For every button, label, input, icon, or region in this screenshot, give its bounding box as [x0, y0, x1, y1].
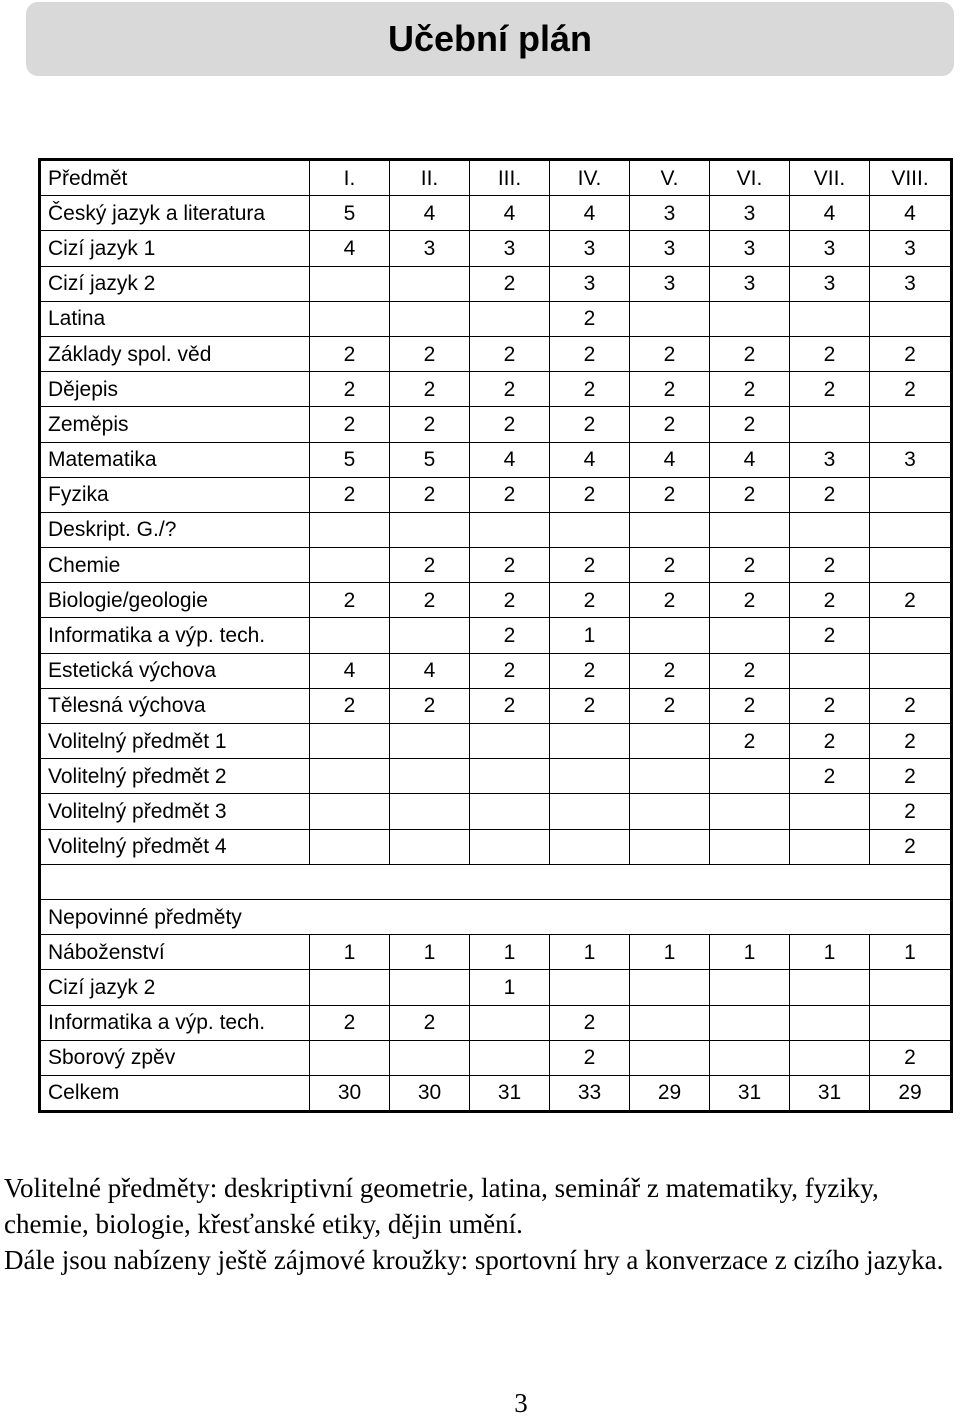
page-number: 3 — [514, 1388, 528, 1418]
hours-cell — [790, 864, 870, 899]
table-row — [40, 442, 952, 477]
hours-cell — [790, 301, 870, 336]
hours-cell: 2 — [390, 372, 470, 407]
hours-cell: 2 — [790, 759, 870, 794]
hours-cell: 2 — [550, 336, 630, 371]
hours-cell: 2 — [390, 548, 470, 583]
hours-cell: 1 — [310, 935, 390, 970]
table-row — [40, 266, 952, 301]
hours-cell: 1 — [710, 935, 790, 970]
hours-cell: 2 — [310, 407, 390, 442]
hours-cell: 2 — [470, 407, 550, 442]
notes — [4, 1170, 944, 1278]
hours-cell: 2 — [550, 301, 630, 336]
hours-cell: 2 — [790, 583, 870, 618]
hours-cell: 2 — [790, 548, 870, 583]
hours-cell: 31 — [470, 1075, 550, 1111]
table-row — [40, 477, 952, 512]
hours-cell: 29 — [630, 1075, 710, 1111]
hours-cell: 2 — [790, 336, 870, 371]
hours-cell: 2 — [630, 336, 710, 371]
hours-cell — [710, 864, 790, 899]
hours-cell: 2 — [710, 688, 790, 723]
hours-cell: 30 — [390, 1075, 470, 1111]
hours-cell: 4 — [390, 196, 470, 231]
hours-cell: 1 — [470, 970, 550, 1005]
hours-cell: 2 — [550, 407, 630, 442]
table-header-row — [40, 160, 952, 196]
subject-cell: Biologie/geologie — [40, 583, 310, 618]
hours-cell: 2 — [790, 372, 870, 407]
hours-cell — [870, 407, 952, 442]
hours-cell: 1 — [470, 935, 550, 970]
header-year-cell: IV. — [550, 160, 630, 196]
hours-cell: 2 — [550, 477, 630, 512]
hours-cell — [870, 899, 952, 934]
table-row — [40, 336, 952, 371]
table-row — [40, 548, 952, 583]
hours-cell — [310, 724, 390, 759]
hours-cell: 3 — [790, 231, 870, 266]
hours-cell — [550, 970, 630, 1005]
table-row — [40, 935, 952, 970]
hours-cell — [870, 618, 952, 653]
hours-cell: 4 — [870, 196, 952, 231]
hours-cell — [310, 512, 390, 547]
hours-cell — [630, 1040, 710, 1075]
hours-cell — [310, 301, 390, 336]
subject-cell: Cizí jazyk 2 — [40, 970, 310, 1005]
subject-cell — [40, 864, 310, 899]
hours-cell: 31 — [790, 1075, 870, 1111]
hours-cell — [630, 899, 710, 934]
hours-cell: 29 — [870, 1075, 952, 1111]
hours-cell — [470, 724, 550, 759]
hours-cell — [790, 794, 870, 829]
hours-cell — [710, 512, 790, 547]
hours-cell: 2 — [390, 688, 470, 723]
hours-cell — [390, 864, 470, 899]
hours-cell: 2 — [390, 477, 470, 512]
hours-cell: 2 — [470, 548, 550, 583]
hours-cell — [710, 618, 790, 653]
hours-cell: 2 — [630, 653, 710, 688]
subject-cell: Volitelný předmět 2 — [40, 759, 310, 794]
hours-cell: 2 — [470, 266, 550, 301]
subject-cell: Cizí jazyk 2 — [40, 266, 310, 301]
hours-cell: 2 — [390, 1005, 470, 1040]
hours-cell — [390, 301, 470, 336]
hours-cell: 2 — [630, 477, 710, 512]
hours-cell — [710, 301, 790, 336]
hours-cell: 3 — [710, 266, 790, 301]
table-row — [40, 970, 952, 1005]
hours-cell: 2 — [870, 794, 952, 829]
hours-cell: 2 — [710, 548, 790, 583]
hours-cell — [470, 1040, 550, 1075]
hours-cell: 2 — [870, 759, 952, 794]
hours-cell: 2 — [470, 653, 550, 688]
table-row — [40, 899, 952, 934]
hours-cell — [390, 829, 470, 864]
hours-cell: 2 — [310, 336, 390, 371]
hours-cell: 2 — [470, 583, 550, 618]
hours-cell: 2 — [470, 477, 550, 512]
hours-cell — [710, 759, 790, 794]
hours-cell: 31 — [710, 1075, 790, 1111]
header-year-cell: VII. — [790, 160, 870, 196]
hours-cell — [790, 1005, 870, 1040]
hours-cell — [550, 512, 630, 547]
hours-cell: 3 — [710, 231, 790, 266]
subject-cell: Estetická výchova — [40, 653, 310, 688]
hours-cell — [550, 724, 630, 759]
hours-cell — [630, 301, 710, 336]
table-row — [40, 864, 952, 899]
hours-cell: 2 — [550, 688, 630, 723]
hours-cell: 1 — [870, 935, 952, 970]
hours-cell: 3 — [550, 266, 630, 301]
hours-cell — [630, 794, 710, 829]
hours-cell — [710, 1040, 790, 1075]
hours-cell — [470, 512, 550, 547]
hours-cell — [310, 864, 390, 899]
hours-cell — [630, 759, 710, 794]
hours-cell: 2 — [870, 688, 952, 723]
page-title: Učební plán — [387, 18, 593, 59]
table-row — [40, 618, 952, 653]
hours-cell: 2 — [710, 372, 790, 407]
hours-cell: 2 — [870, 724, 952, 759]
hours-cell: 2 — [630, 583, 710, 618]
hours-cell: 2 — [310, 372, 390, 407]
hours-cell: 2 — [310, 583, 390, 618]
hours-cell: 4 — [550, 442, 630, 477]
subject-cell: Deskript. G./? — [40, 512, 310, 547]
header-year-cell: I. — [310, 160, 390, 196]
hours-cell: 2 — [630, 407, 710, 442]
hours-cell — [870, 512, 952, 547]
hours-cell: 2 — [710, 336, 790, 371]
subject-cell: Náboženství — [40, 935, 310, 970]
subject-cell: Latina — [40, 301, 310, 336]
hours-cell — [710, 794, 790, 829]
hours-cell: 2 — [790, 477, 870, 512]
hours-cell: 2 — [870, 336, 952, 371]
hours-cell — [470, 301, 550, 336]
hours-cell: 4 — [790, 196, 870, 231]
hours-cell — [630, 618, 710, 653]
table-row — [40, 1005, 952, 1040]
hours-cell: 2 — [710, 407, 790, 442]
subject-cell: Fyzika — [40, 477, 310, 512]
hours-cell — [630, 724, 710, 759]
subject-cell: Informatika a výp. tech. — [40, 1005, 310, 1040]
subject-cell: Zeměpis — [40, 407, 310, 442]
hours-cell: 2 — [550, 372, 630, 407]
table-row — [40, 231, 952, 266]
subject-cell: Nepovinné předměty — [40, 899, 310, 934]
hours-cell: 2 — [870, 1040, 952, 1075]
hours-cell — [470, 829, 550, 864]
hours-cell: 5 — [390, 442, 470, 477]
hours-cell — [550, 899, 630, 934]
subject-cell: Dějepis — [40, 372, 310, 407]
hours-cell — [470, 1005, 550, 1040]
hours-cell — [390, 794, 470, 829]
hours-cell: 2 — [470, 372, 550, 407]
hours-cell: 4 — [710, 442, 790, 477]
hours-cell: 33 — [550, 1075, 630, 1111]
hours-cell — [790, 512, 870, 547]
hours-cell — [310, 618, 390, 653]
hours-cell: 2 — [310, 688, 390, 723]
subject-cell: Tělesná výchova — [40, 688, 310, 723]
hours-cell: 2 — [710, 653, 790, 688]
hours-cell: 2 — [790, 688, 870, 723]
hours-cell: 3 — [630, 266, 710, 301]
hours-cell: 2 — [550, 653, 630, 688]
hours-cell: 1 — [390, 935, 470, 970]
hours-cell: 3 — [390, 231, 470, 266]
hours-cell — [310, 548, 390, 583]
hours-cell: 2 — [550, 1040, 630, 1075]
hours-cell: 1 — [550, 618, 630, 653]
hours-cell — [630, 512, 710, 547]
subject-cell: Základy spol. věd — [40, 336, 310, 371]
subject-cell: Chemie — [40, 548, 310, 583]
hours-cell: 2 — [470, 618, 550, 653]
hours-cell: 2 — [550, 583, 630, 618]
hours-cell — [390, 512, 470, 547]
hours-cell: 2 — [710, 724, 790, 759]
hours-cell: 4 — [550, 196, 630, 231]
hours-cell — [550, 794, 630, 829]
hours-cell: 3 — [630, 231, 710, 266]
subject-cell: Český jazyk a literatura — [40, 196, 310, 231]
hours-cell: 4 — [470, 196, 550, 231]
table-row — [40, 829, 952, 864]
hours-cell — [390, 759, 470, 794]
hours-cell: 2 — [870, 583, 952, 618]
table-row — [40, 724, 952, 759]
hours-cell: 2 — [790, 618, 870, 653]
hours-cell — [390, 724, 470, 759]
table-row — [40, 794, 952, 829]
subject-cell: Informatika a výp. tech. — [40, 618, 310, 653]
hours-cell: 3 — [870, 231, 952, 266]
hours-cell — [390, 618, 470, 653]
table-row — [40, 372, 952, 407]
hours-cell — [790, 653, 870, 688]
hours-cell — [310, 899, 390, 934]
hours-cell: 1 — [630, 935, 710, 970]
hours-cell: 2 — [710, 583, 790, 618]
subject-cell: Volitelný předmět 4 — [40, 829, 310, 864]
hours-cell — [870, 477, 952, 512]
hours-cell: 3 — [710, 196, 790, 231]
table-row — [40, 759, 952, 794]
hours-cell: 3 — [790, 266, 870, 301]
hours-cell — [310, 794, 390, 829]
hours-cell: 1 — [790, 935, 870, 970]
hours-cell — [790, 899, 870, 934]
hours-cell — [790, 829, 870, 864]
hours-cell: 2 — [310, 477, 390, 512]
header-year-cell: VI. — [710, 160, 790, 196]
hours-cell: 2 — [550, 548, 630, 583]
hours-cell: 2 — [630, 372, 710, 407]
hours-cell: 3 — [790, 442, 870, 477]
hours-cell: 2 — [870, 829, 952, 864]
hours-cell — [710, 970, 790, 1005]
hours-cell: 3 — [470, 231, 550, 266]
hours-cell: 2 — [790, 724, 870, 759]
hours-cell: 3 — [870, 266, 952, 301]
hours-cell: 2 — [390, 583, 470, 618]
subject-cell: Matematika — [40, 442, 310, 477]
table-row — [40, 512, 952, 547]
hours-cell: 2 — [870, 372, 952, 407]
hours-cell: 4 — [470, 442, 550, 477]
hours-cell — [390, 970, 470, 1005]
hours-cell — [470, 794, 550, 829]
hours-cell — [630, 829, 710, 864]
hours-cell: 30 — [310, 1075, 390, 1111]
hours-cell: 2 — [710, 477, 790, 512]
hours-cell — [310, 266, 390, 301]
hours-cell — [470, 899, 550, 934]
hours-cell — [790, 970, 870, 1005]
hours-cell — [710, 829, 790, 864]
note-electives: Volitelné předměty: deskriptivní geometrie, latina, seminář z matematiky, fyziky, chemie, biologie, křesťanské etiky, dějin umění. — [4, 1173, 879, 1239]
hours-cell: 2 — [390, 336, 470, 371]
hours-cell: 2 — [310, 1005, 390, 1040]
hours-cell — [710, 899, 790, 934]
hours-cell — [710, 1005, 790, 1040]
hours-cell: 4 — [310, 653, 390, 688]
table-row — [40, 301, 952, 336]
hours-cell: 4 — [630, 442, 710, 477]
hours-cell — [550, 759, 630, 794]
table-row — [40, 1075, 952, 1111]
table-row — [40, 653, 952, 688]
hours-cell — [310, 829, 390, 864]
title-bar — [26, 2, 954, 76]
hours-cell: 2 — [470, 688, 550, 723]
hours-cell: 4 — [390, 653, 470, 688]
hours-cell — [310, 759, 390, 794]
hours-cell: 1 — [550, 935, 630, 970]
hours-cell — [310, 1040, 390, 1075]
table-row — [40, 583, 952, 618]
header-year-cell: II. — [390, 160, 470, 196]
hours-cell: 5 — [310, 196, 390, 231]
subject-cell: Volitelný předmět 1 — [40, 724, 310, 759]
hours-cell: 3 — [630, 196, 710, 231]
hours-cell: 3 — [870, 442, 952, 477]
hours-cell — [550, 864, 630, 899]
subject-cell: Cizí jazyk 1 — [40, 231, 310, 266]
subject-cell: Volitelný předmět 3 — [40, 794, 310, 829]
hours-cell — [630, 864, 710, 899]
table-row — [40, 196, 952, 231]
hours-cell — [630, 1005, 710, 1040]
hours-cell — [630, 970, 710, 1005]
header-year-cell: III. — [470, 160, 550, 196]
header-subject-cell: Předmět — [40, 160, 310, 196]
hours-cell: 5 — [310, 442, 390, 477]
hours-cell — [870, 548, 952, 583]
table-row — [40, 688, 952, 723]
hours-cell — [790, 1040, 870, 1075]
hours-cell — [390, 1040, 470, 1075]
hours-cell: 2 — [630, 688, 710, 723]
hours-cell — [870, 301, 952, 336]
hours-cell — [310, 970, 390, 1005]
hours-cell — [870, 1005, 952, 1040]
hours-cell: 4 — [310, 231, 390, 266]
subject-cell: Celkem — [40, 1075, 310, 1111]
hours-cell — [470, 864, 550, 899]
table-row — [40, 407, 952, 442]
curriculum-table — [38, 158, 953, 1113]
hours-cell: 2 — [550, 1005, 630, 1040]
hours-cell — [390, 899, 470, 934]
table-row — [40, 1040, 952, 1075]
hours-cell — [790, 407, 870, 442]
hours-cell: 2 — [470, 336, 550, 371]
subject-cell: Sborový zpěv — [40, 1040, 310, 1075]
hours-cell — [870, 970, 952, 1005]
hours-cell — [870, 864, 952, 899]
hours-cell: 2 — [630, 548, 710, 583]
hours-cell — [550, 829, 630, 864]
hours-cell: 2 — [390, 407, 470, 442]
hours-cell — [470, 759, 550, 794]
hours-cell — [870, 653, 952, 688]
note-clubs: Dále jsou nabízeny ještě zájmové kroužky: sportovní hry a konverzace z cizího jazyka. — [4, 1245, 944, 1275]
hours-cell — [390, 266, 470, 301]
hours-cell: 3 — [550, 231, 630, 266]
header-year-cell: VIII. — [870, 160, 952, 196]
header-year-cell: V. — [630, 160, 710, 196]
